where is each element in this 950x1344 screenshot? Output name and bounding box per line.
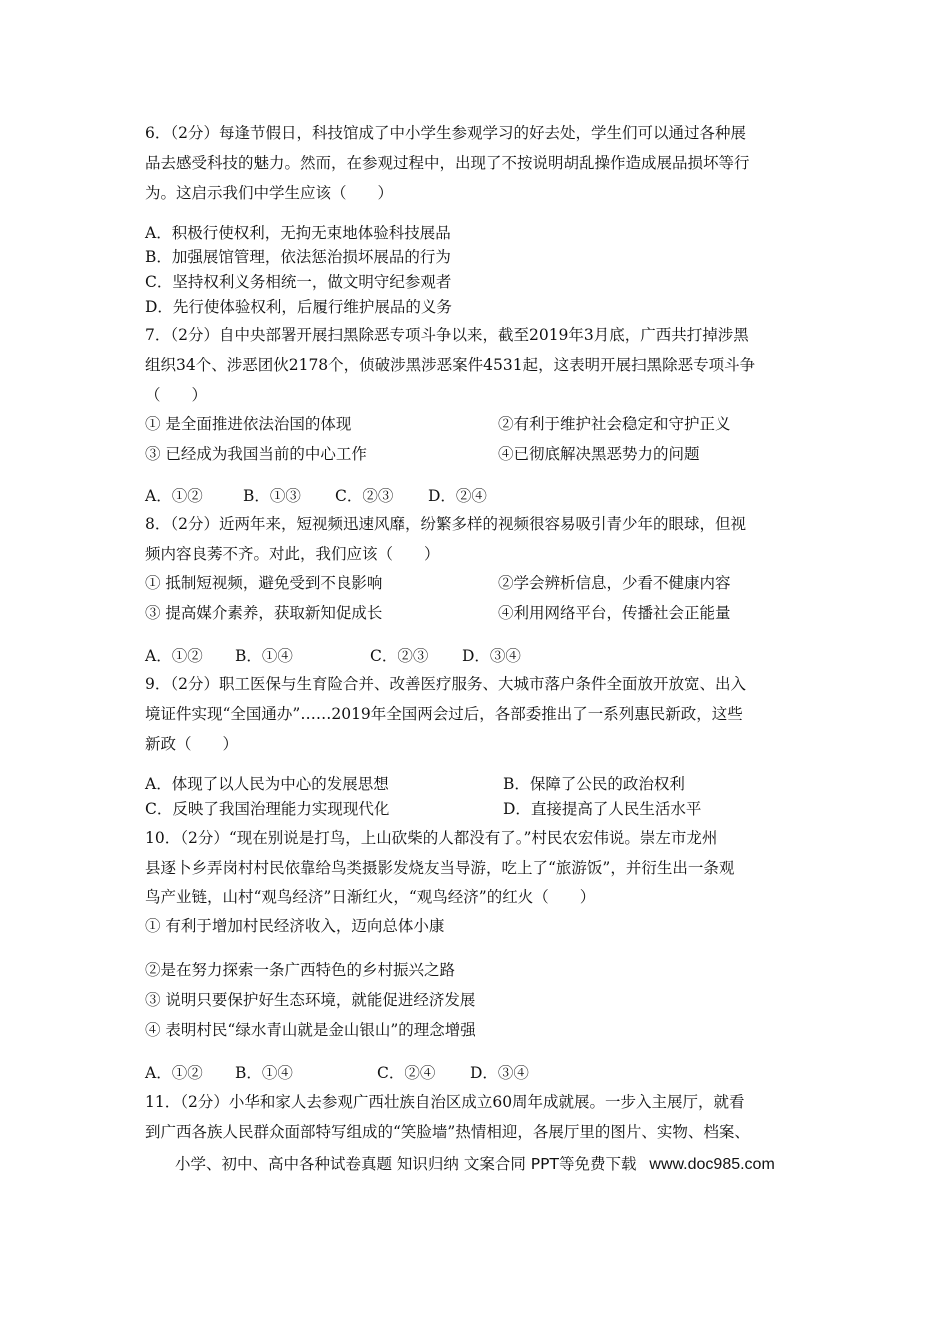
q9-stem-line-3: 新政（ ） bbox=[145, 735, 239, 753]
q9-option-a: A．体现了以人民为中心的发展思想 bbox=[145, 775, 389, 793]
q7-item-1: ① 是全面推进依法治国的体现 bbox=[145, 415, 352, 433]
q8-item-3: ③ 提高媒介素养，获取新知促成长 bbox=[145, 604, 383, 622]
q9-stem-line-2: 境证件实现“全国通办”……2019年全国两会过后，各部委推出了一系列惠民新政，这些 bbox=[145, 705, 743, 723]
q9-stem-line-1: 9．（2分）职工医保与生育险合并、改善医疗服务、大城市落户条件全面放开放宽、出入 bbox=[145, 675, 746, 693]
q10-choice-c: C．②④ bbox=[377, 1064, 436, 1082]
q6-option-b: B．加强展馆管理，依法惩治损坏展品的行为 bbox=[145, 248, 451, 266]
footer-url[interactable]: www.doc985.com bbox=[649, 1156, 775, 1173]
q9-option-c: C．反映了我国治理能力实现现代化 bbox=[145, 800, 390, 818]
q8-choice-b: B．①④ bbox=[235, 647, 293, 665]
q6-option-a: A．积极行使权利，无拘无束地体验科技展品 bbox=[145, 224, 451, 242]
q7-stem-line-2: 组织34个、涉恶团伙2178个，侦破涉黑涉恶案件4531起，这表明开展扫黑除恶专项斗争 bbox=[145, 356, 756, 374]
q8-choice-d: D．③④ bbox=[462, 647, 521, 665]
q10-choice-d: D．③④ bbox=[470, 1064, 529, 1082]
q8-item-1: ① 抵制短视频，避免受到不良影响 bbox=[145, 574, 383, 592]
q8-stem-line-1: 8．（2分）近两年来，短视频迅速风靡，纷繁多样的视频很容易吸引青少年的眼球，但视 bbox=[145, 515, 746, 533]
q6-stem-line-1: 6．（2分）每逢节假日，科技馆成了中小学生参观学习的好去处，学生们可以通过各种展 bbox=[145, 124, 746, 142]
q8-item-4: ④利用网络平台，传播社会正能量 bbox=[498, 604, 731, 622]
q10-item-4: ④ 表明村民“绿水青山就是金山银山”的理念增强 bbox=[145, 1021, 476, 1039]
q10-item-3: ③ 说明只要保护好生态环境，就能促进经济发展 bbox=[145, 991, 476, 1009]
q8-stem-line-2: 频内容良莠不齐。对此，我们应该（ ） bbox=[145, 545, 440, 563]
q10-choice-b: B．①④ bbox=[235, 1064, 293, 1082]
q7-choice-c: C．②③ bbox=[335, 487, 394, 505]
footer-text: 小学、初中、高中各种试卷真题 知识归纳 文案合同 PPT等免费下载 bbox=[175, 1155, 637, 1173]
q8-item-2: ②学会辨析信息，少看不健康内容 bbox=[498, 574, 731, 592]
q10-choice-a: A．①② bbox=[145, 1064, 203, 1082]
q6-stem-line-2: 品去感受科技的魅力。然而，在参观过程中，出现了不按说明胡乱操作造成展品损坏等行 bbox=[145, 154, 750, 172]
q6-option-d: D．先行使体验权利，后履行维护展品的义务 bbox=[145, 298, 452, 316]
q10-stem-line-2: 县逐卜乡弄岗村村民依靠给鸟类摄影发烧友当导游，吃上了“旅游饭”，并衍生出一条观 bbox=[145, 859, 735, 877]
q11-stem-line-2: 到广西各族人民群众面部特写组成的“笑脸墙”热情相迎，各展厅里的图片、实物、档案、 bbox=[145, 1123, 750, 1141]
q9-option-d: D．直接提高了人民生活水平 bbox=[503, 800, 702, 818]
q6-stem-line-3: 为。这启示我们中学生应该（ ） bbox=[145, 184, 394, 202]
q7-item-3: ③ 已经成为我国当前的中心工作 bbox=[145, 445, 367, 463]
q10-item-2: ②是在努力探索一条广西特色的乡村振兴之路 bbox=[145, 961, 456, 979]
q7-stem-line-1: 7．（2分）自中央部署开展扫黑除恶专项斗争以来，截至2019年3月底，广西共打掉涉黑 bbox=[145, 326, 749, 344]
q7-choice-b: B．①③ bbox=[243, 487, 301, 505]
q11-stem-line-1: 11．（2分）小华和家人去参观广西壮族自治区成立60周年成就展。一步入主展厅，就看 bbox=[145, 1093, 745, 1111]
q10-item-1: ① 有利于增加村民经济收入，迈向总体小康 bbox=[145, 917, 445, 935]
q8-choice-a: A．①② bbox=[145, 647, 203, 665]
q10-stem-line-3: 鸟产业链，山村“观鸟经济”日渐红火，“观鸟经济”的红火（ ） bbox=[145, 888, 596, 906]
q7-choice-a: A．①② bbox=[145, 487, 203, 505]
q8-choice-c: C．②③ bbox=[370, 647, 429, 665]
q7-item-4: ④已彻底解决黑恶势力的问题 bbox=[498, 445, 700, 463]
q7-item-2: ②有利于维护社会稳定和守护正义 bbox=[498, 415, 731, 433]
page-footer bbox=[175, 1152, 775, 1174]
q7-choice-d: D．②④ bbox=[428, 487, 487, 505]
q7-stem-line-3: （ ） bbox=[145, 386, 208, 404]
q6-option-c: C．坚持权利义务相统一，做文明守纪参观者 bbox=[145, 273, 452, 291]
q9-option-b: B．保障了公民的政治权利 bbox=[503, 775, 685, 793]
q10-stem-line-1: 10．（2分）“现在别说是打鸟，上山砍柴的人都没有了。”村民农宏伟说。崇左市龙州 bbox=[145, 829, 718, 847]
